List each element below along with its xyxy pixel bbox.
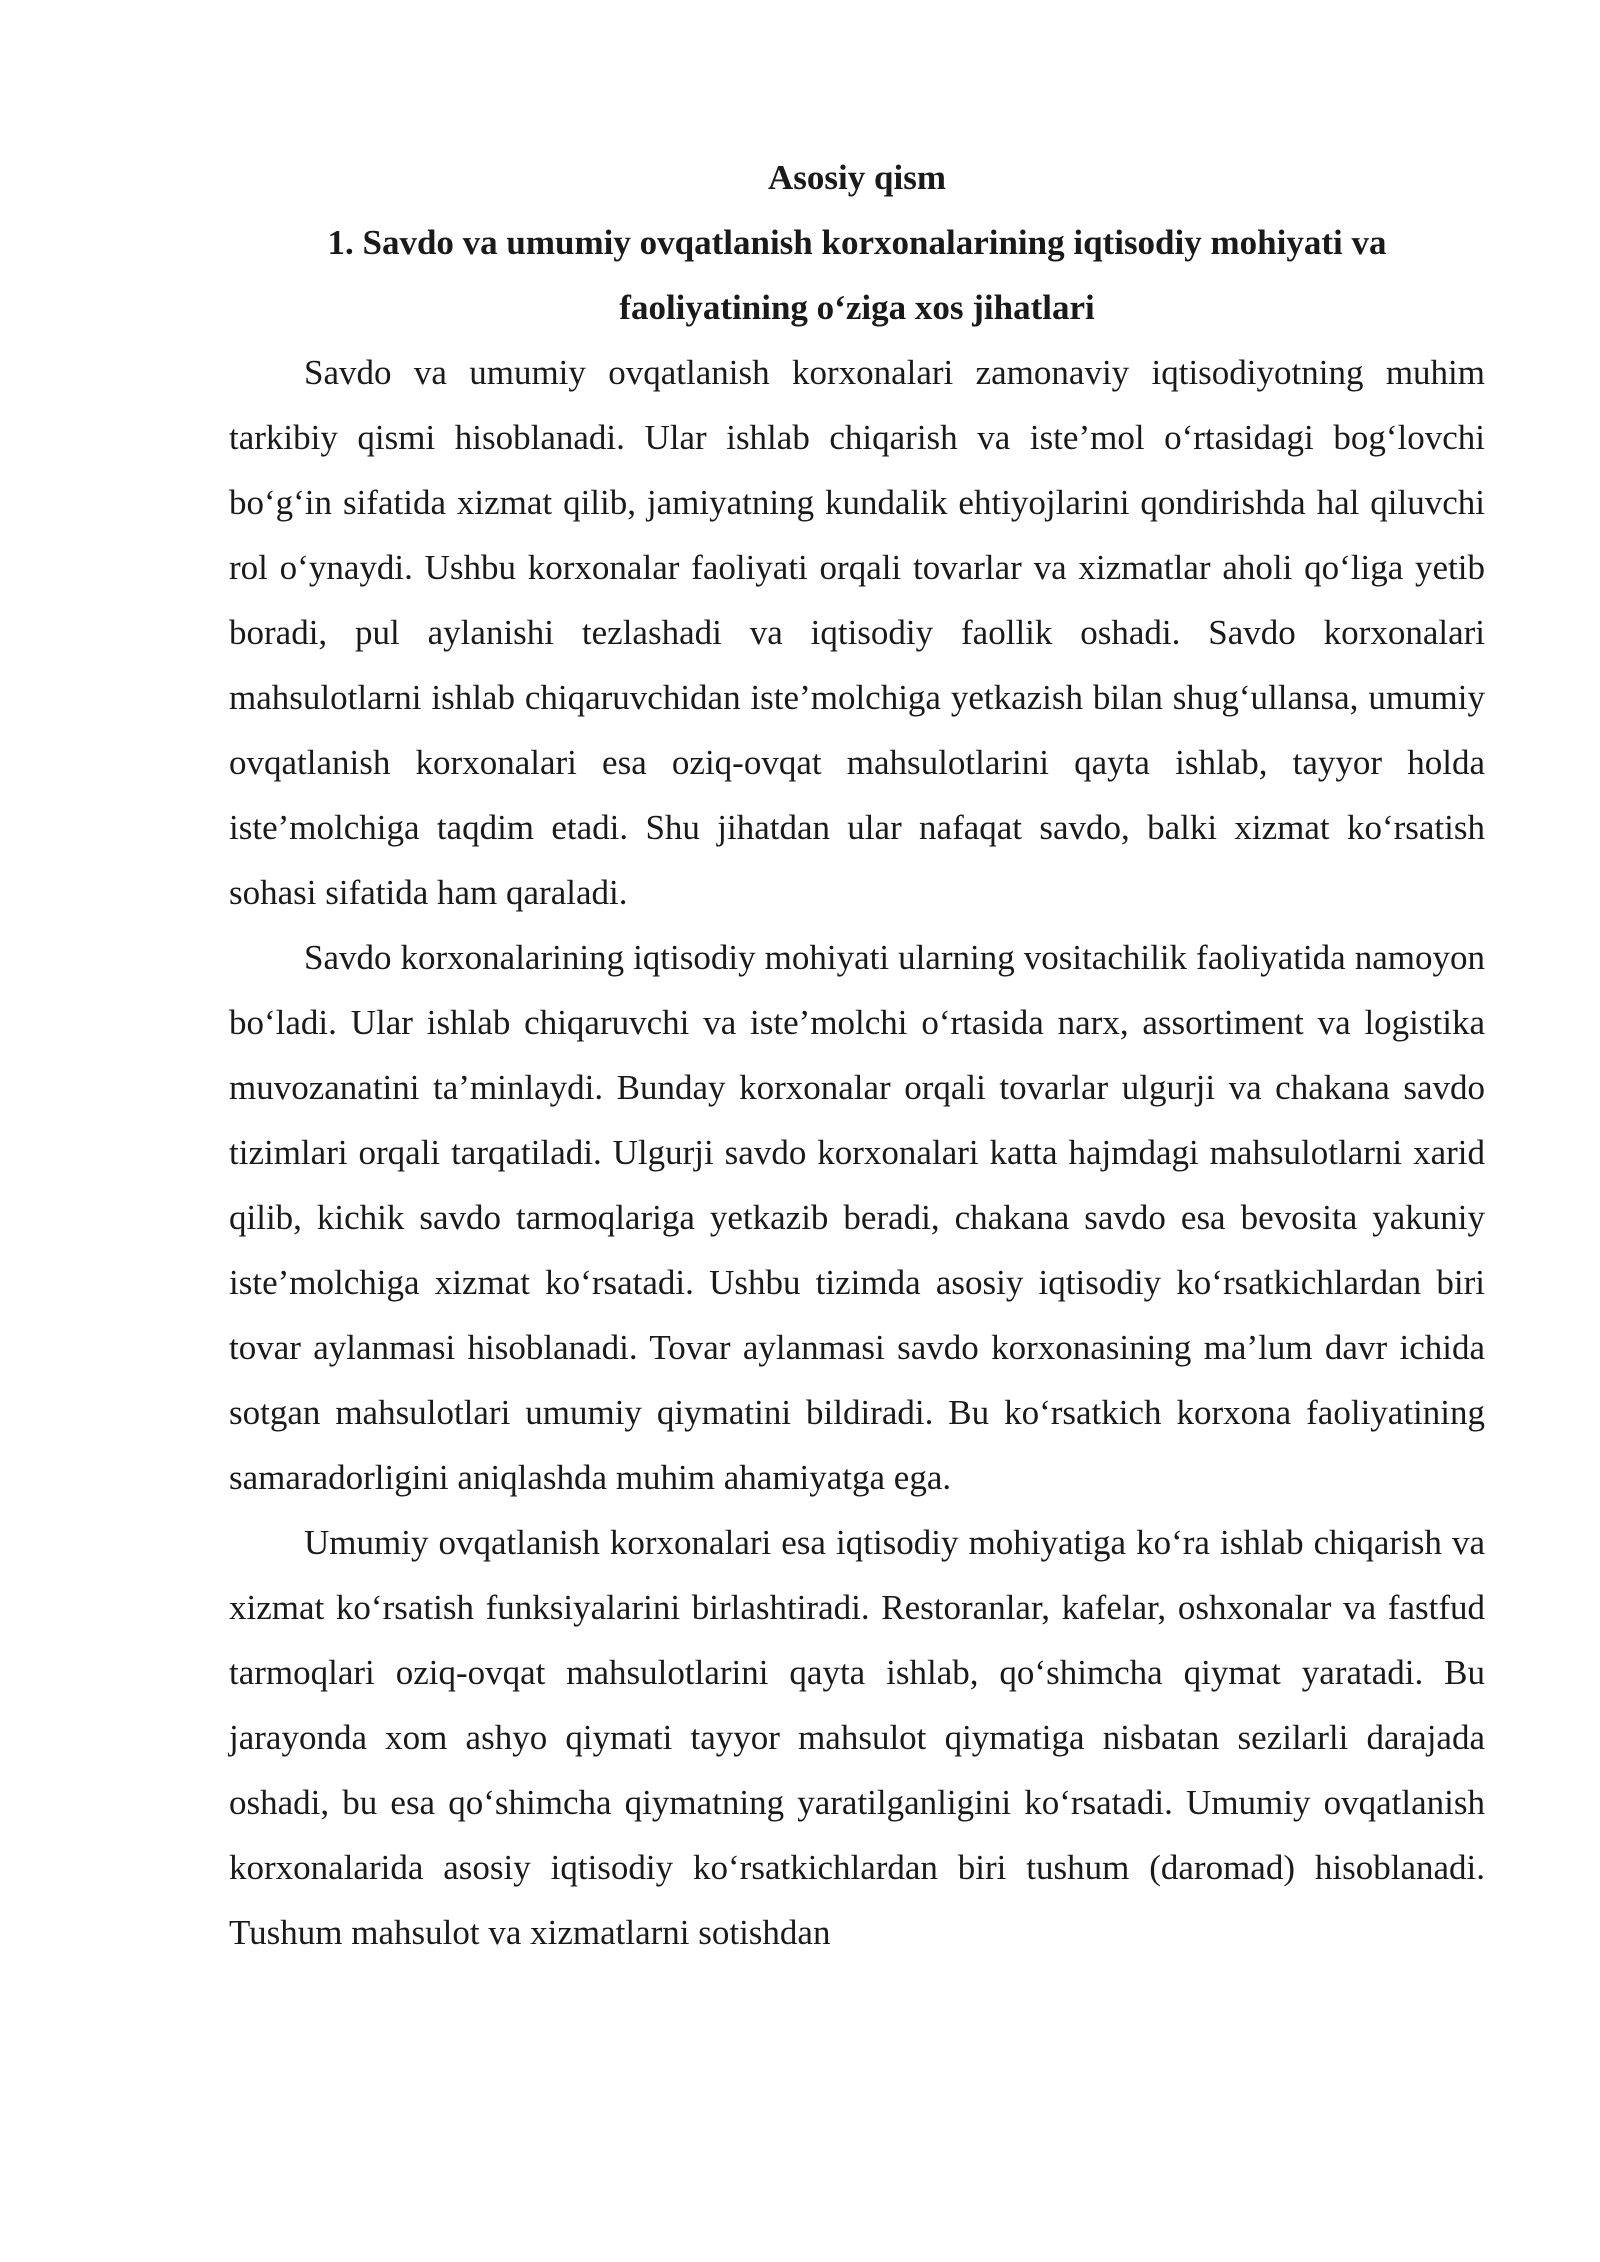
chapter-title: 1. Savdo va umumiy ovqatlanish korxonalarining iqtisodiy mohiyati va faoliyatining o‘ziga xos jihatlari [327, 223, 1387, 327]
section-title: Asosiy qism [768, 158, 946, 197]
body-paragraph-1: Savdo va umumiy ovqatlanish korxonalari zamonaviy iqtisodiyotning muhim tarkibiy qismi hisoblanadi. Ular ishlab chiqarish va iste’mol o‘rtasidagi bog‘lovchi bo‘g‘in sifatida xizmat qilib, jamiyatning kundalik ehtiyojlarini qondirishda hal qiluvchi rol o‘ynaydi. Ushbu korxonalar faoliyati orqali tovarlar va xizmatlar aholi qo‘liga yetib boradi, pul aylanishi tezlashadi va iqtisodiy faollik oshadi. Savdo korxonalari mahsulotlarni ishlab chiqaruvchidan iste’molchiga yetkazish bilan shug‘ullansa, umumiy ovqatlanish korxonalari esa oziq-ovqat mahsulotlarini qayta ishlab, tayyor holda iste’molchiga taqdim etadi. Shu jihatdan ular nafaqat savdo, balki xizmat ko‘rsatish sohasi sifatida ham qaraladi. [229, 353, 1485, 912]
body-paragraph-2: Savdo korxonalarining iqtisodiy mohiyati ularning vositachilik faoliyatida namoyon bo‘ladi. Ular ishlab chiqaruvchi va iste’molchi o‘rtasida narx, assortiment va logistika muvozanatini ta’minlaydi. Bunday korxonalar orqali tovarlar ulgurji va chakana savdo tizimlari orqali tarqatiladi. Ulgurji savdo korxonalari katta hajmdagi mahsulotlarni xarid qilib, kichik savdo tarmoqlariga yetkazib beradi, chakana savdo esa bevosita yakuniy iste’molchiga xizmat ko‘rsatadi. Ushbu tizimda asosiy iqtisodiy ko‘rsatkichlardan biri tovar aylanmasi hisoblanadi. Tovar aylanmasi savdo korxonasining ma’lum davr ichida sotgan mahsulotlari umumiy qiymatini bildiradi. Bu ko‘rsatkich korxona faoliyatining samaradorligini aniqlashda muhim ahamiyatga ega. [229, 938, 1485, 1497]
body-paragraph-3: Umumiy ovqatlanish korxonalari esa iqtisodiy mohiyatiga ko‘ra ishlab chiqarish va xizmat ko‘rsatish funksiyalarini birlashtiradi. Restoranlar, kafelar, oshxonalar va fastfud tarmoqlari oziq-ovqat mahsulotlarini qayta ishlab, qo‘shimcha qiymat yaratadi. Bu jarayonda xom ashyo qiymati tayyor mahsulot qiymatiga nisbatan sezilarli darajada oshadi, bu esa qo‘shimcha qiymatning yaratilganligini ko‘rsatadi. Umumiy ovqatlanish korxonalarida asosiy iqtisodiy ko‘rsatkichlardan biri tushum (daromad) hisoblanadi. Tushum mahsulot va xizmatlarni sotishdan [229, 1523, 1485, 1952]
document-page [229, 145, 1485, 1965]
